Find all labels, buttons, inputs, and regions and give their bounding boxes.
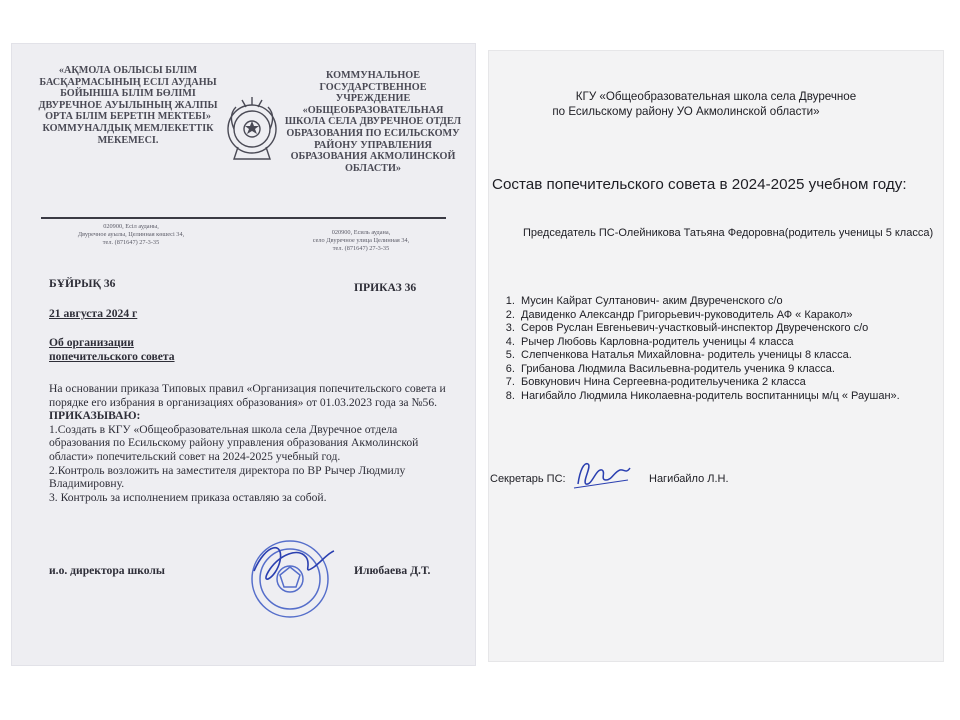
- official-stamp-icon: [236, 531, 336, 621]
- member-item: 5. Слепченкова Наталья Михайловна- родитель ученицы 8 класса.: [518, 349, 911, 363]
- address-ru: 020900, Есиль аудана, село Двуречное улица Целинная 34, тел. (871647) 27-3-35: [312, 229, 410, 252]
- secretary-name: Нагибайло Л.Н.: [649, 473, 729, 485]
- secretary-signature-icon: [572, 458, 632, 492]
- member-item: 7. Бовкунович Нина Сергеевна-родительученика 2 класса: [518, 376, 911, 390]
- signer-name: Илюбаева Д.Т.: [354, 564, 431, 577]
- order-subject: Об организации попечительского совета: [49, 336, 175, 363]
- org-name: КГУ «Общеобразовательная школа села Двуречное по Есильскому району УО Акмолинской области»: [552, 90, 857, 118]
- member-item: 6. Грибанова Людмила Васильевна-родитель ученика 9 класса.: [518, 363, 911, 377]
- header-ru: КОММУНАЛЬНОЕ ГОСУДАРСТВЕННОЕ УЧРЕЖДЕНИЕ «ОБЩЕОБРАЗОВАТЕЛЬНАЯ ШКОЛА СЕЛА ДВУРЕЧНОЕ ОТДЕЛ ОБРАЗОВАНИЯ ПО ЕСИЛЬСКОМУ РАЙОНУ УПРАВЛЕНИЯ ОБРАЗОВАНИЯ АКМОЛИНСКОЙ ОБЛАСТИ»: [284, 70, 462, 174]
- council-chair: Председатель ПС-Олейникова Татьяна Федоровна(родитель ученицы 5 класса): [523, 227, 934, 239]
- secretary-label: Секретарь ПС:: [490, 473, 566, 485]
- order-item-2: 2.Контроль возложить на заместителя директора по ВР Рычер Людмилу Владимировну.: [49, 463, 406, 491]
- order-date: 21 августа 2024 г: [49, 307, 138, 320]
- address-kz: 020900, Есіл ауданы, Двуречное ауылы, Целинная көшесі 34, тел. (871647) 27-3-35: [77, 223, 185, 246]
- order-body: [49, 382, 449, 504]
- members-list-wrap: [488, 295, 938, 455]
- basis-text: На основании приказа Типовых правил «Организация попечительского совета и порядке его избрания в организациях образования» от 01.03.2023 года за №56.: [49, 382, 446, 409]
- order-number-kz: БҰЙРЫҚ 36: [49, 277, 116, 290]
- member-item: 8. Нагибайло Людмила Николаевна-родитель воспитанницы м/ц « Раушан».: [518, 390, 911, 404]
- prikazyvayu-label: ПРИКАЗЫВАЮ:: [49, 409, 141, 423]
- order-document: [11, 43, 476, 666]
- council-document: [488, 50, 944, 662]
- order-number-ru: ПРИКАЗ 36: [354, 281, 417, 294]
- member-item: 4. Рычер Любовь Карловна-родитель ученицы 4 класса: [518, 336, 911, 350]
- header-kz: «АҚМОЛА ОБЛЫСЫ БІЛІМ БАСҚАРМАСЫНЫҢ ЕСІЛ АУДАНЫ БОЙЫНША БІЛІМ БӨЛІМІ ДВУРЕЧНОЕ АУЫЛЫНЫҢ ЖАЛПЫ ОРТА БІЛІМ БЕРЕТІН МЕКТЕБІ» КОММУНАЛДЫҚ МЕМЛЕКЕТТІК МЕКЕМЕСІ.: [38, 65, 218, 146]
- order-item-1: 1.Создать в КГУ «Общеобразовательная школа села Двуречное отдела образования по Есильскому району управления образования Акмолинской области» попечительский совет на 2024-2025 учебный год.: [49, 422, 419, 463]
- members-list: [488, 295, 911, 403]
- header-divider: [41, 217, 446, 219]
- state-emblem-icon: [224, 95, 280, 167]
- council-title: Состав попечительского совета в 2024-2025 учебном году:: [492, 176, 907, 193]
- member-item: 1. Мусин Кайрат Султанович- аким Двуреченского с/о: [518, 295, 911, 309]
- member-item: 2. Давиденко Александр Григорьевич-руководитель АФ « Каракол»: [518, 309, 911, 323]
- order-item-3: 3. Контроль за исполнением приказа оставляю за собой.: [49, 490, 327, 504]
- member-item: 3. Серов Руслан Евгеньевич-участковый-инспектор Двуреченского с/о: [518, 322, 911, 336]
- signer-title: и.о. директора школы: [49, 564, 165, 577]
